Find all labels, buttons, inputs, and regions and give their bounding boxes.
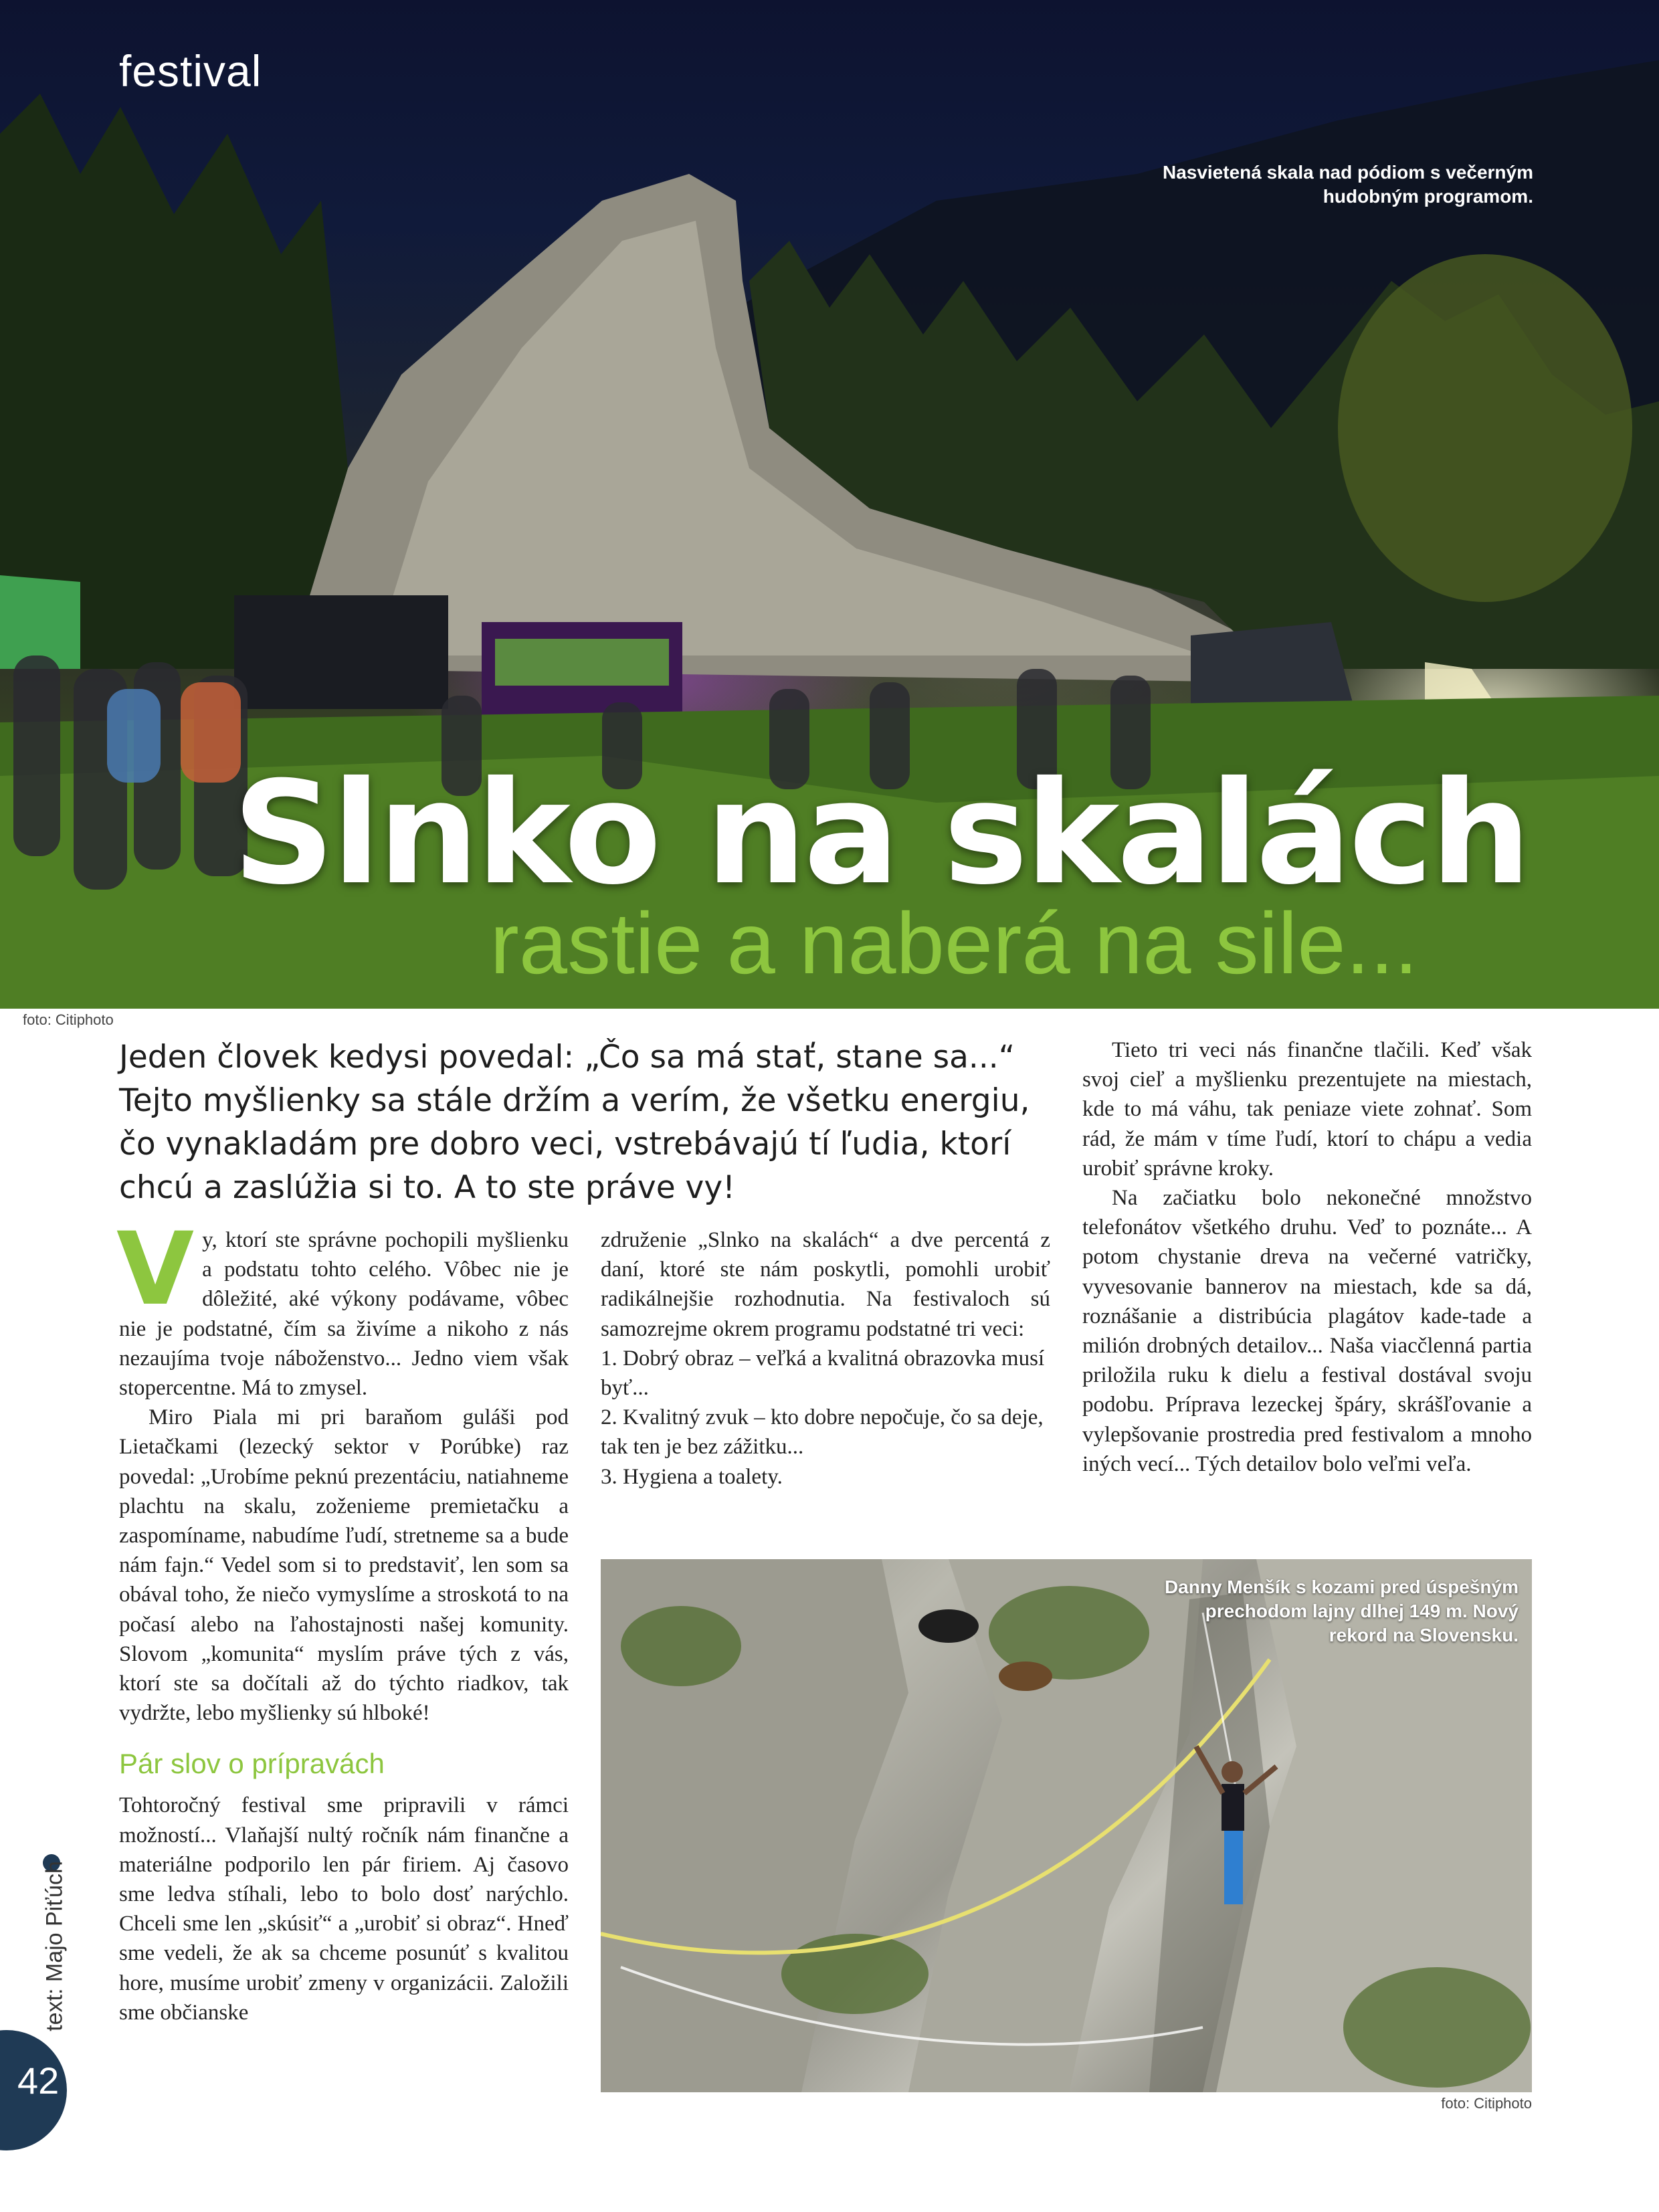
list-item-3: 3. Hygiena a toalety. xyxy=(601,1464,783,1489)
article-title: Slnko na skalách xyxy=(232,750,1529,916)
col1-paragraph-3: Tohtoročný festival sme pripravili v rámci možností... Vlaňajší nultý ročník nám finančne a materiálne podporilo len pár firiem. Aj časovo sme ledva stíhali, lebo to bolo dosť narýchlo. Chceli sme len „skúsiť“ a „urobiť si obraz“. Hneď sme vedeli, že ak sa chceme posunúť s kvalitou hore, musíme urobiť zmeny v organizácii. Založili sme občianske xyxy=(119,1793,569,2025)
list-item-2: 2. Kvalitný zvuk – kto dobre nepočuje, čo sa deje, tak ten je bez zážitku... xyxy=(601,1405,1044,1460)
column-3 xyxy=(1082,1035,1532,1479)
author-text: text: Majo Piťúch xyxy=(41,1861,68,2031)
col3-paragraph-1: Tieto tri veci nás finančne tlačili. Keď však svoj cieľ a myšlienku prezentujete na miestach, kde to má váhu, tak peniaze viete zohnať. Som rád, že mám v tíme ľudí, ktorí to chápu a vedia urobiť správne kroky. xyxy=(1082,1038,1532,1181)
section-label: festival xyxy=(119,46,262,96)
lead-paragraph: Jeden človek kedysi povedal: „Čo sa má stať, stane sa...“ Tejto myšlienky sa stále držím a verím, že všetku energiu, čo vynakladám pre dobro veci, vstrebávajú tí ľudia, ktorí chcú a zaslúžia si to. A to ste práve vy! xyxy=(119,1039,1030,1206)
section-subheading: Pár slov o prípravách xyxy=(119,1748,385,1780)
article-subtitle: rastie a naberá na sile... xyxy=(490,894,1418,992)
col1-paragraph-2: Miro Piala mi pri baraňom guláši pod Lietačkami (lezecký sektor v Porúbke) raz povedal: „Urobíme peknú prezentáciu, natiahneme plachtu na skalu, zoženieme premietačku a zaspomíname, nabudíme ľudí, stretneme sa a bude nám fajn.“ Vedel som si to predstaviť, len som sa obával toho, že niečo vymyslíme a stroskotá to na počasí alebo na ľahostajnosti našej komunity. Slovom „komunita“ myslím práve tých z vás, ktorí ste sa dočítali až do týchto riadkov, tak vydržte, lebo myšlienky sú hlboké! xyxy=(119,1405,569,1726)
slackline-photo xyxy=(601,1559,1532,2092)
col2-paragraph-1: združenie „Slnko na skalách“ a dve percentá z daní, ktoré ste nám poskytli, pomohli urobiť radikálnejšie rozhodnutia. Na festivaloch sú samozrejme okrem programu podstatné tri veci: xyxy=(601,1228,1050,1341)
column-2 xyxy=(601,1225,1050,1492)
page-number: 42 xyxy=(17,2059,60,2102)
column-1 xyxy=(116,1211,569,2027)
author-credit xyxy=(35,1859,75,2033)
slackline-caption: Danny Menšík s kozami pred úspešným prechodom lajny dlhej 149 m. Nový rekord na Slovensku. xyxy=(1164,1577,1519,1645)
drop-cap: V xyxy=(116,1211,195,1328)
col1-paragraph-1: y, ktorí ste správne pochopili myšlienku a podstatu tohto celého. Vôbec nie je dôležité, aké výkony podávame, vôbec nie je podstatné, čím sa živíme a nikoho z nás nezaujíma tvoje náboženstvo... Jedno viem však stopercentne. Má to zmysel. xyxy=(119,1228,569,1401)
slackline-photo-credit: foto: Citiphoto xyxy=(1441,2095,1532,2112)
list-item-1: 1. Dobrý obraz – veľká a kvalitná obrazovka musí byť... xyxy=(601,1346,1045,1401)
hero-caption: Nasvietená skala nad pódiom s večerným hudobným programom. xyxy=(1162,162,1533,207)
hero-photo-credit: foto: Citiphoto xyxy=(23,1011,114,1028)
hero-photo xyxy=(0,0,1659,1009)
col3-paragraph-2: Na začiatku bolo nekonečné množstvo telefonátov všetkého druhu. Veď to poznáte... A potom chystanie dreva na večerné vatričky, vyvesovanie bannerov na miestach, kde sa dá, roznášanie a distribúcia plagátov kade-tade a milión drobných detailov... Naša viacčlenná partia priložila ruku k dielu a festival dostával svoju podobu. Príprava lezeckej špáry, skrášľovanie a vylepšovanie prostredia pred festivalom a mnoho iných vecí... Tých detailov bolo veľmi veľa. xyxy=(1082,1186,1532,1476)
